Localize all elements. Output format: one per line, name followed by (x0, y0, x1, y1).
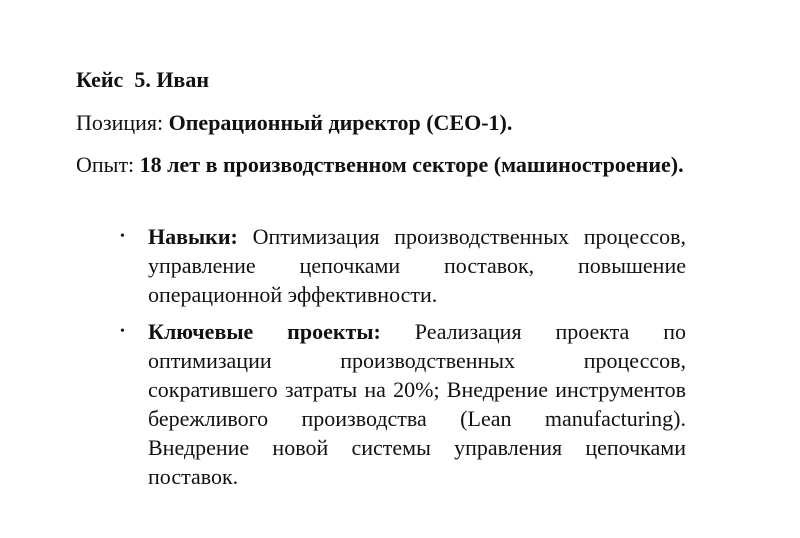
projects-text: Реализация проекта по оптимизации производственных процессов, сократившего затраты на 20%; Внедрение инструментов бережливого производства (Lean manufacturing). Внедрение новой системы управления цепочками поставок. (148, 319, 686, 489)
bullet-dot-icon: • (120, 229, 125, 244)
projects-label: Ключевые проекты: (148, 319, 381, 344)
position-label: Позиция: (76, 110, 169, 135)
case-title: Кейс 5. Иван (76, 67, 209, 92)
list-item-projects (118, 317, 686, 491)
skills-text: Оптимизация производственных процессов, управление цепочками поставок, повышение операционной эффективности. (148, 224, 686, 307)
experience-line (76, 152, 696, 178)
experience-label: Опыт: (76, 152, 140, 177)
position-value: Операционный директор (СЕО-1). (168, 110, 513, 135)
list-item-skills (118, 222, 686, 309)
details-list (118, 222, 686, 499)
experience-value: 18 лет в производственном секторе (машиностроение). (139, 152, 684, 177)
position-line (76, 110, 512, 136)
skills-label: Навыки: (148, 224, 238, 249)
bullet-dot-icon: • (120, 324, 125, 339)
